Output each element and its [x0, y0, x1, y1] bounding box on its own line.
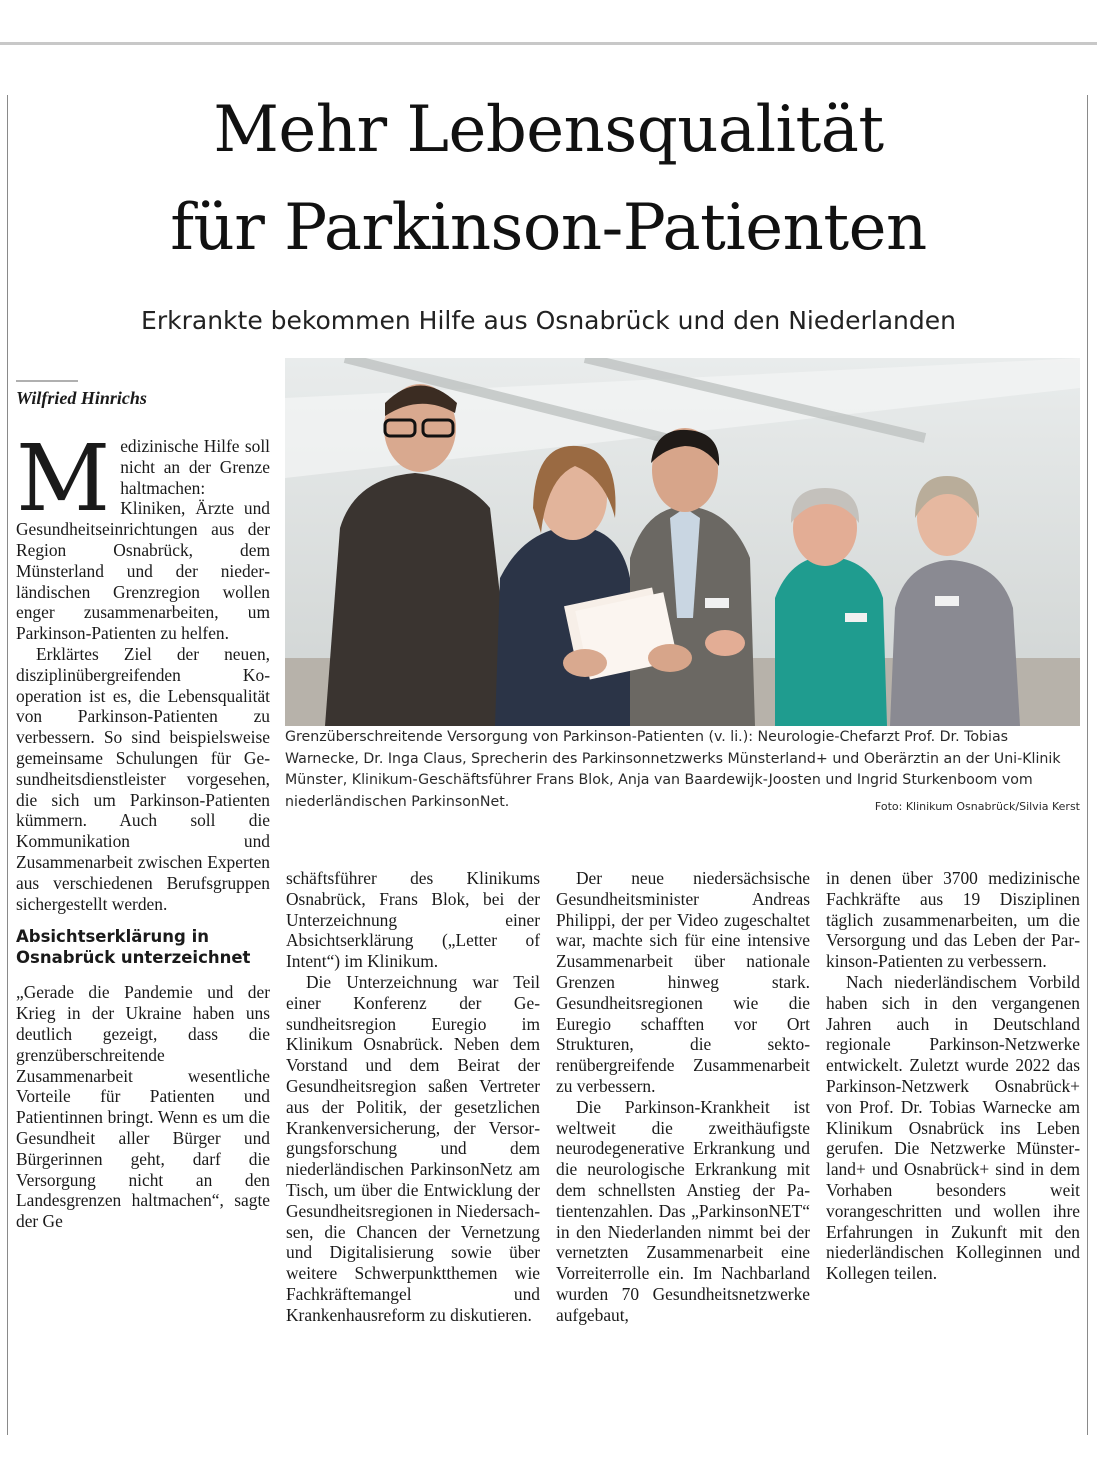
- lead-paragraph: [16, 425, 270, 644]
- author-byline: Wilfried Hinrichs: [16, 388, 147, 408]
- paragraph: Die Unterzeichnung war Teil einer Konferenz der Gesundheitsregion Euregio im Klinikum Osnabrück. Neben dem Vorstand und dem Beirat der Gesundheitsregion saßen Vertreter aus der Politik, der gesetzlichen Krankenversicherung, der Versorgungsforschung und dem niederländischen ParkinsonNetz am Tisch, um über die Entwicklung der Gesundheitsregionen in Niedersachsen, die Chancen der Vernetzung und Digitalisierung sowie über weitere Schwerpunktthemen wie Fachkräftemangel und Krankenhausreform zu diskutieren.: [286, 971, 540, 1325]
- lead-text: edizinische Hilfe soll nicht an der Grenze haltmachen: Kliniken, Ärzte und Gesundheitseinrichtungen aus der Region Osnabrück, dem Münsterland und der niederländischen Grenzregion wollen enger zusammenarbeiten, um Parkinson-Patienten zu helfen.: [16, 436, 270, 644]
- right-column-rule: [1087, 95, 1088, 1435]
- paragraph: schäftsführer des Klinikums Osnabrück, Frans Blok, bei der Unterzeichnung einer Absichtserklärung („Letter of Intent“) im Klinikum.: [286, 868, 540, 972]
- drop-cap: M: [16, 425, 111, 532]
- paragraph: Die Parkinson-Krankheit ist weltweit die zweithäufigste neurodegenerative Erkrankung und die neurologische Erkrankung mit dem schnellsten Anstieg der Patientenzahlen. Das „ParkinsonNET“ in den Niederlanden nimmt bei der vernetzten Zusammenarbeit eine Vorreiterrolle ein. Im Nachbarland wurden 70 Gesundheitsnetzwerke aufgebaut,: [556, 1096, 810, 1325]
- text-column-3: [556, 868, 810, 1326]
- author-rule: [16, 380, 78, 382]
- photo-caption: [285, 727, 1080, 817]
- left-column-rule: [7, 95, 8, 1435]
- paragraph: in denen über 3700 medizinische Fachkräfte aus 19 Disziplinen täglich zusammenarbeiten, um die Versorgung und das Leben der Parkinson-Patienten zu verbessern.: [826, 868, 1080, 972]
- headline-line-2: für Parkinson-Patienten: [170, 191, 927, 265]
- top-divider: [0, 42, 1097, 45]
- paragraph: Erklärtes Ziel der neuen, disziplinübergreifenden Kooperation ist es, die Lebensqualität von Parkinson-Patienten zu verbessern. So sind beispielsweise gemeinsame Schulungen für Gesundheitsdienstleister vorgesehen, die sich um Parkinson-Patienten kümmern. Auch soll die Kommunikation und Zusammenarbeit zwischen Experten aus verschiedenen Berufsgruppen sichergestellt werden.: [16, 643, 270, 914]
- paragraph: Nach niederländischem Vorbild haben sich in den vergangenen Jahren auch in Deutschland regionale Parkinson-Netzwerke entwickelt. Zuletzt wurde 2022 das Parkinson-Netzwerk Osnabrück+ von Prof. Dr. Tobias Warnecke am Klinikum Osnabrück ins Leben gerufen. Die Netzwerke Münsterland+ und Osnabrück+ sind in dem Vorhaben besonders weit vorangeschritten und wollen ihre Erfahrungen in Zukunft mit den niederländischen Kolleginnen und Kollegen teilen.: [826, 971, 1080, 1284]
- article-photo: [285, 358, 1080, 726]
- photo-illustration: [285, 358, 1080, 726]
- photo-credit: Foto: Klinikum Osnabrück/Silvia Kerst: [874, 799, 1080, 813]
- headline-line-1: Mehr Lebensqualität: [213, 93, 884, 167]
- text-column-2: [286, 868, 540, 1326]
- subheadline: Erkrankte bekommen Hilfe aus Osnabrück und den Niederlanden: [141, 306, 956, 335]
- paragraph: „Gerade die Pandemie und der Krieg in der Ukraine haben uns deutlich gezeigt, dass die grenzüberschreitende Zusammenarbeit wesentliche Vorteile für Patienten und Patientinnen bringt. Wenn es um die Gesundheit aller Bürger und Bürgerinnen geht, darf die Versorgung nicht an den Landesgrenzen haltmachen“, sagte der Ge: [16, 982, 270, 1232]
- text-column-1: [16, 425, 270, 1232]
- caption-text: Grenzüberschreitende Versorgung von Parkinson-Patienten (v. li.): Neurologie-Chefarzt Prof. Dr. Tobias Warnecke, Dr. Inga Claus, Sprecherin des Parkinsonnetzwerks Münsterland+ und Oberärztin an der Uni-Klinik Münster, Klinikum-Geschäftsführer Frans Blok, Anja van Baardewijk-Joosten und Ingrid Sturkenboom vom niederländischen ParkinsonNet.: [285, 729, 1061, 810]
- text-column-4: [826, 868, 1080, 1284]
- paragraph: Der neue niedersächsische Gesundheitsminister Andreas Philippi, der per Video zugeschaltet war, machte sich für eine intensive Zusammenarbeit über nationale Grenzen hinweg stark. Gesundheitsregionen wie die Euregio schafften vor Ort Strukturen, die sektorenübergreifende Zusammenarbeit zu verbessern.: [556, 868, 810, 1096]
- section-heading: Absichtserklärung in Osnabrück unterzeichnet: [16, 927, 251, 968]
